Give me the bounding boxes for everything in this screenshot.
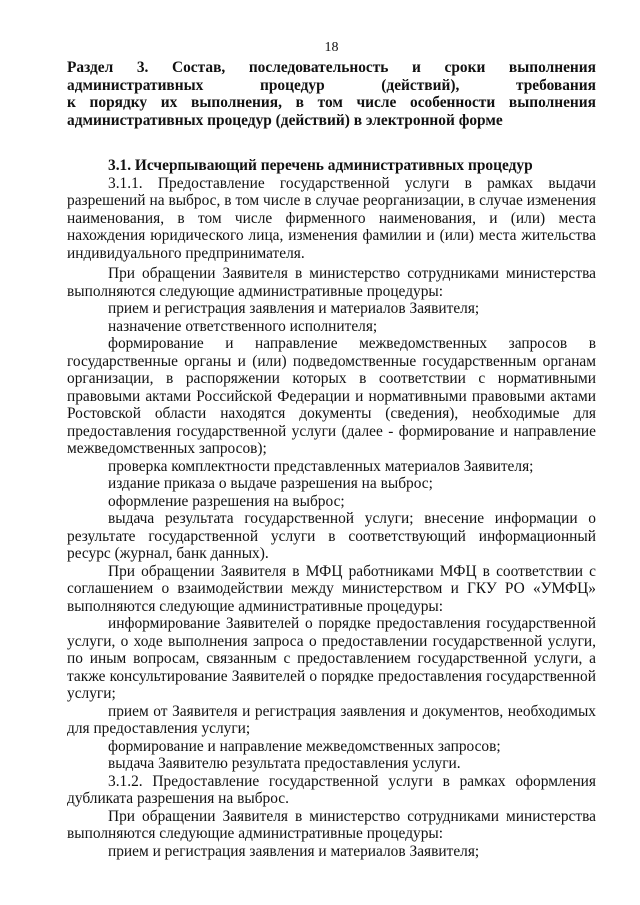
paragraph: прием и регистрация заявления и материалов Заявителя;: [108, 300, 480, 317]
paragraph: прием и регистрация заявления и материалов Заявителя;: [108, 842, 480, 860]
section-heading: [67, 59, 596, 129]
paragraph: При обращении Заявителя в МФЦ работниками МФЦ в соответствии с соглашением о взаимодействии между министерством и ГКУ РО «УМФЦ» выполняются следующие административные процедуры:: [67, 562, 596, 615]
paragraph: проверка комплектности представленных материалов Заявителя;: [108, 457, 534, 475]
paragraph: выдача результата государственной услуги; внесение информации о результате государственной услуги в соответствующий информационный ресурс (журнал, банк данных).: [67, 510, 596, 562]
section-heading-line: Раздел 3. Состав, последовательность и сроки выполнения: [67, 59, 596, 76]
paragraph: оформление разрешения на выброс;: [108, 492, 345, 510]
paragraph: назначение ответственного исполнителя;: [108, 317, 378, 335]
body-text: [67, 175, 596, 861]
section-heading-line: к порядку их выполнения, в том числе особенности выполнения: [67, 94, 596, 111]
page-number: 18: [324, 40, 339, 55]
paragraph: 3.1.1. Предоставление государственной услуги в рамках выдачи разрешений на выброс, в том числе в случае реорганизации, в случае изменения наименования, в том числе фирменного наименования, и (или) места нахождения юридического лица, изменения фамилии и (или) места жительства индивидуального предпринимателя.: [67, 174, 596, 262]
paragraph: прием от Заявителя и регистрация заявления и документов, необходимых для предоставления услуги;: [67, 702, 596, 737]
subsection-title: 3.1. Исчерпывающий перечень административных процедур: [108, 157, 533, 174]
paragraph: 3.1.2. Предоставление государственной услуги в рамках оформления дубликата разрешения на выброс.: [67, 772, 596, 807]
section-heading-line: административных процедур (действий) в электронной форме: [67, 111, 503, 129]
paragraph: издание приказа о выдаче разрешения на выброс;: [108, 475, 433, 492]
paragraph: выдача Заявителю результата предоставления услуги.: [108, 755, 461, 772]
paragraph: формирование и направление межведомственных запросов в государственные органы и (или) подведомственные государственным органам организации, в распоряжении которых в соответствии с нормативными правовыми актами Российской Федерации и нормативными правовыми актами Ростовской области находятся документы (сведения), необходимые для предоставления государственной услуги (далее - формирование и направление межведомственных запросов);: [67, 335, 596, 457]
section-heading-line: административных процедур (действий), требования: [67, 76, 596, 94]
paragraph: При обращении Заявителя в министерство сотрудниками министерства выполняются следующие административные процедуры:: [67, 807, 596, 842]
paragraph: формирование и направление межведомственных запросов;: [108, 737, 501, 755]
paragraph: информирование Заявителей о порядке предоставления государственной услуги, о ходе выполнения запроса о предоставлении государственной услуги, по иным вопросам, связанным с предоставлением государственной услуги, а также консультирование Заявителей о порядке предоставления государственной услуги;: [67, 615, 596, 702]
paragraph: При обращении Заявителя в министерство сотрудниками министерства выполняются следующие административные процедуры:: [67, 265, 596, 300]
